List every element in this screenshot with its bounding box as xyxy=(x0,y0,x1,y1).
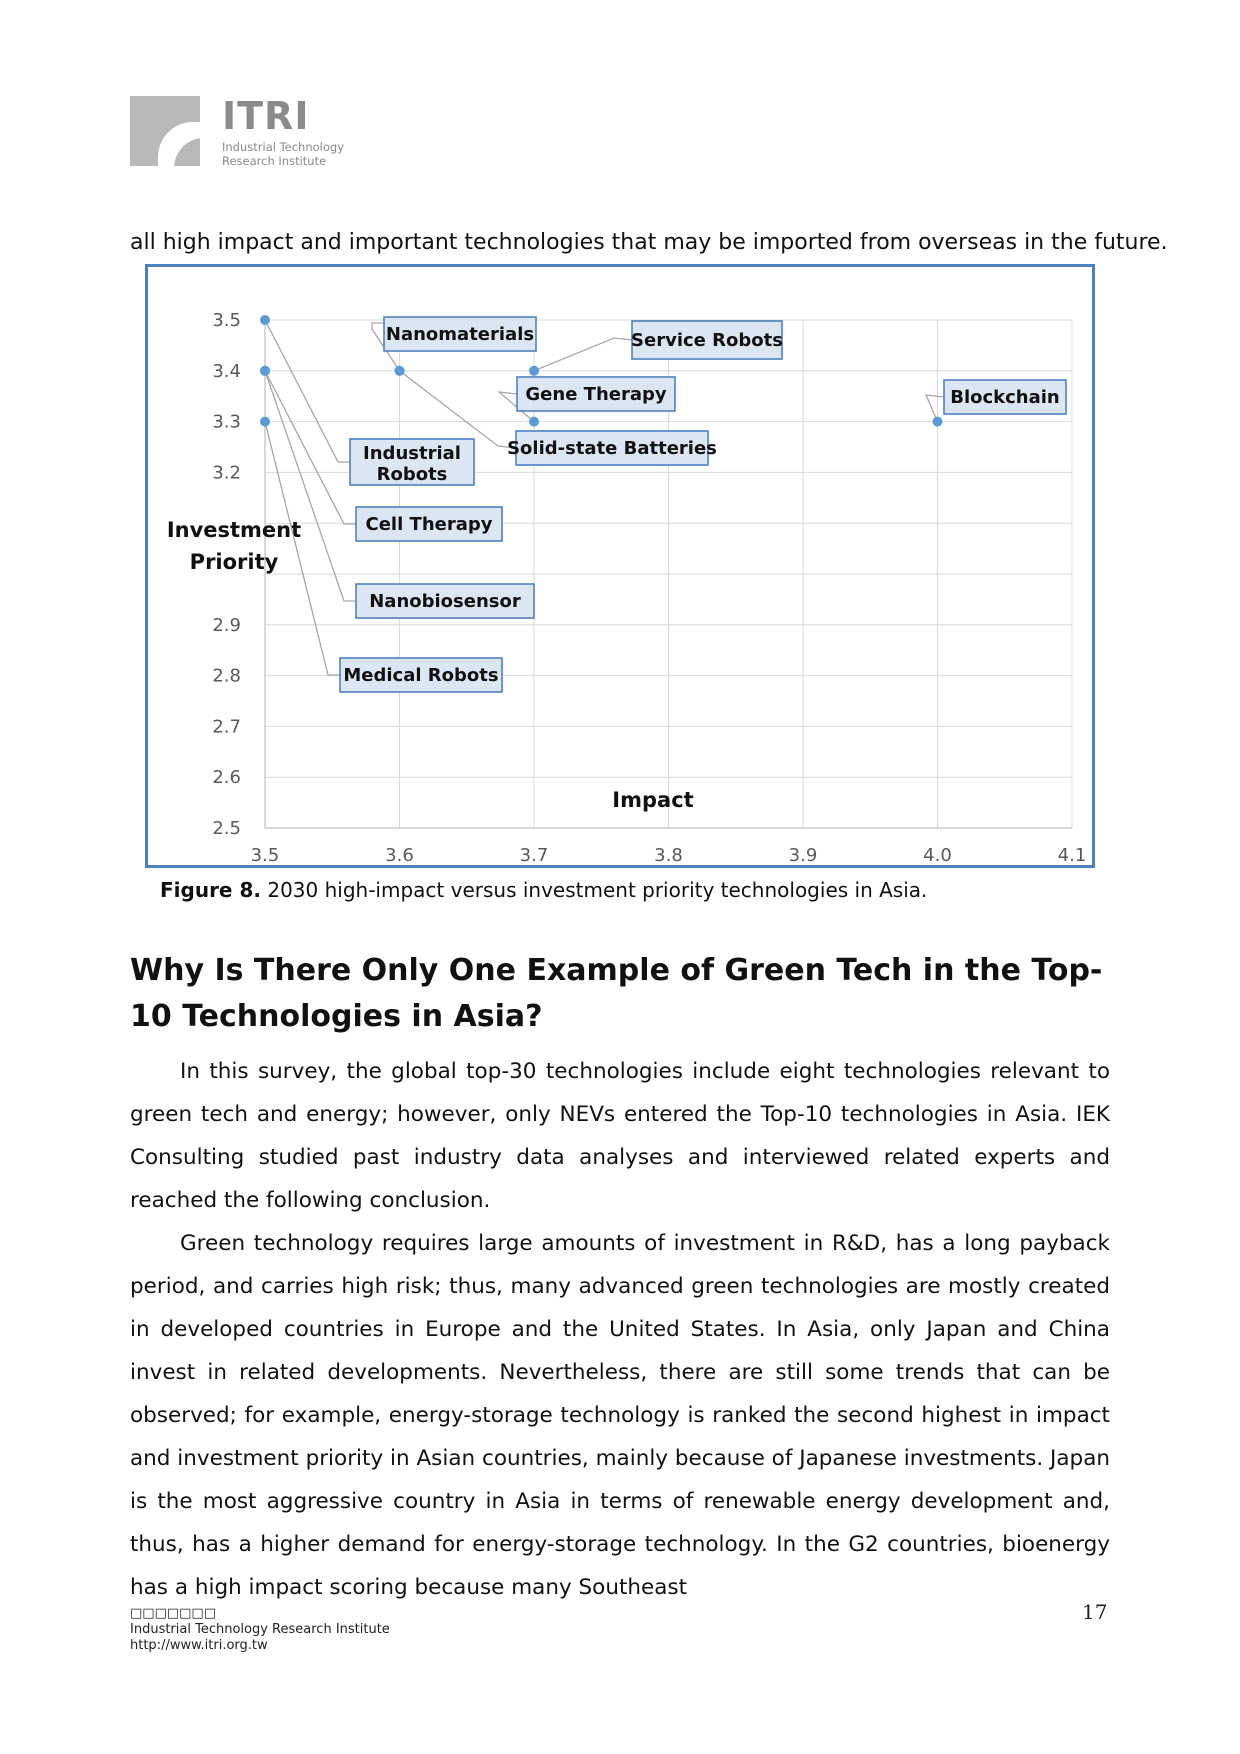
y-tick-label: 2.6 xyxy=(212,767,241,789)
y-axis-title-line1: Investment xyxy=(166,518,302,542)
data-point xyxy=(529,417,539,427)
footer-chinese-name: □□□□□□□ xyxy=(130,1606,216,1621)
leader-line xyxy=(534,338,632,371)
footer-org xyxy=(130,1606,390,1654)
section-heading: Why Is There Only One Example of Green Tech in the Top-10 Technologies in Asia? xyxy=(130,953,1103,1034)
x-tick-label: 3.6 xyxy=(385,845,414,865)
x-tick-label: 3.7 xyxy=(519,845,549,865)
x-tick-label: 4.0 xyxy=(923,845,952,865)
leader-line xyxy=(265,371,356,601)
page-number: 17 xyxy=(1082,1600,1108,1624)
data-point xyxy=(395,366,405,376)
data-point xyxy=(260,366,270,376)
y-tick-label: 3.2 xyxy=(212,462,241,484)
paragraph-1: In this survey, the global top-30 technologies include eight technologies relevant to green tech and energy; however, only NEVs entered the Top-10 technologies in Asia. IEK Consulting studied past industry data analyses and interviewed related experts and reached the following conclusion. xyxy=(130,1059,1110,1213)
data-label-text: Blockchain xyxy=(950,387,1060,408)
figure-label: Figure 8. xyxy=(160,878,261,902)
data-label-text: Robots xyxy=(376,464,448,485)
data-label-text: Gene Therapy xyxy=(525,384,667,405)
y-tick-label: 3.3 xyxy=(212,411,241,433)
data-label-text: Medical Robots xyxy=(343,665,499,686)
data-label-text: Service Robots xyxy=(631,330,783,351)
scatter-chart xyxy=(148,267,1092,865)
leader-line xyxy=(265,371,356,524)
y-tick-label: 2.8 xyxy=(212,665,241,687)
y-tick-label: 2.7 xyxy=(212,716,241,738)
intro-text: all high impact and important technologies that may be imported from overseas in the future. xyxy=(130,230,1168,255)
x-tick-label: 3.5 xyxy=(250,845,280,865)
y-axis-title-line2: Priority xyxy=(189,550,279,574)
logo-subtitle-line2: Research Institute xyxy=(222,154,327,168)
y-tick-label: 2.5 xyxy=(212,818,241,839)
leader-line xyxy=(265,320,350,462)
paragraph-2: Green technology requires large amounts of investment in R&D, has a long payback period, and carries high risk; thus, many advanced green technologies are mostly created in developed countries in Europe and the United States. In Asia, only Japan and China invest in related developments. Nevertheless, there are still some trends that can be observed; for example, energy-storage technology is ranked the second highest in impact and investment priority in Asian countries, mainly because of Japanese investments. Japan is the most aggressive country in Asia in terms of renewable energy development and, thus, has a higher demand for energy-storage technology. In the G2 countries, bioenergy has a high impact scoring because many Southeast xyxy=(130,1231,1110,1600)
y-tick-label: 3.4 xyxy=(212,360,241,382)
leader-line xyxy=(265,422,340,675)
data-label-text: Industrial xyxy=(363,443,461,464)
y-tick-label: 2.9 xyxy=(212,614,241,636)
x-tick-label: 4.1 xyxy=(1057,845,1087,865)
data-label-text: Solid-state Batteries xyxy=(507,438,717,459)
footer-url: http://www.itri.org.tw xyxy=(130,1638,268,1653)
data-point xyxy=(933,417,943,427)
data-label-text: Nanomaterials xyxy=(385,324,535,345)
scatter-chart-figure xyxy=(145,264,1095,868)
y-tick-label: 3.5 xyxy=(212,310,241,331)
footer-org-name: Industrial Technology Research Institute xyxy=(130,1622,390,1637)
logo-subtitle-line1: Industrial Technology xyxy=(222,140,345,154)
data-point xyxy=(260,315,270,325)
data-label-text: Cell Therapy xyxy=(365,514,493,535)
leader-line xyxy=(400,371,517,448)
x-axis-title: Impact xyxy=(612,788,694,812)
data-label-text: Nanobiosensor xyxy=(369,591,521,612)
x-tick-label: 3.9 xyxy=(788,845,818,865)
figure-caption xyxy=(160,876,927,904)
x-tick-label: 3.8 xyxy=(654,845,683,865)
logo-name: ITRI xyxy=(222,94,310,138)
figure-caption-text: 2030 high-impact versus investment priority technologies in Asia. xyxy=(260,878,928,902)
data-point xyxy=(260,417,270,427)
itri-logo xyxy=(130,96,350,168)
logo-subtitle xyxy=(222,140,362,168)
itri-logo-mark xyxy=(130,96,200,166)
data-point xyxy=(529,366,539,376)
